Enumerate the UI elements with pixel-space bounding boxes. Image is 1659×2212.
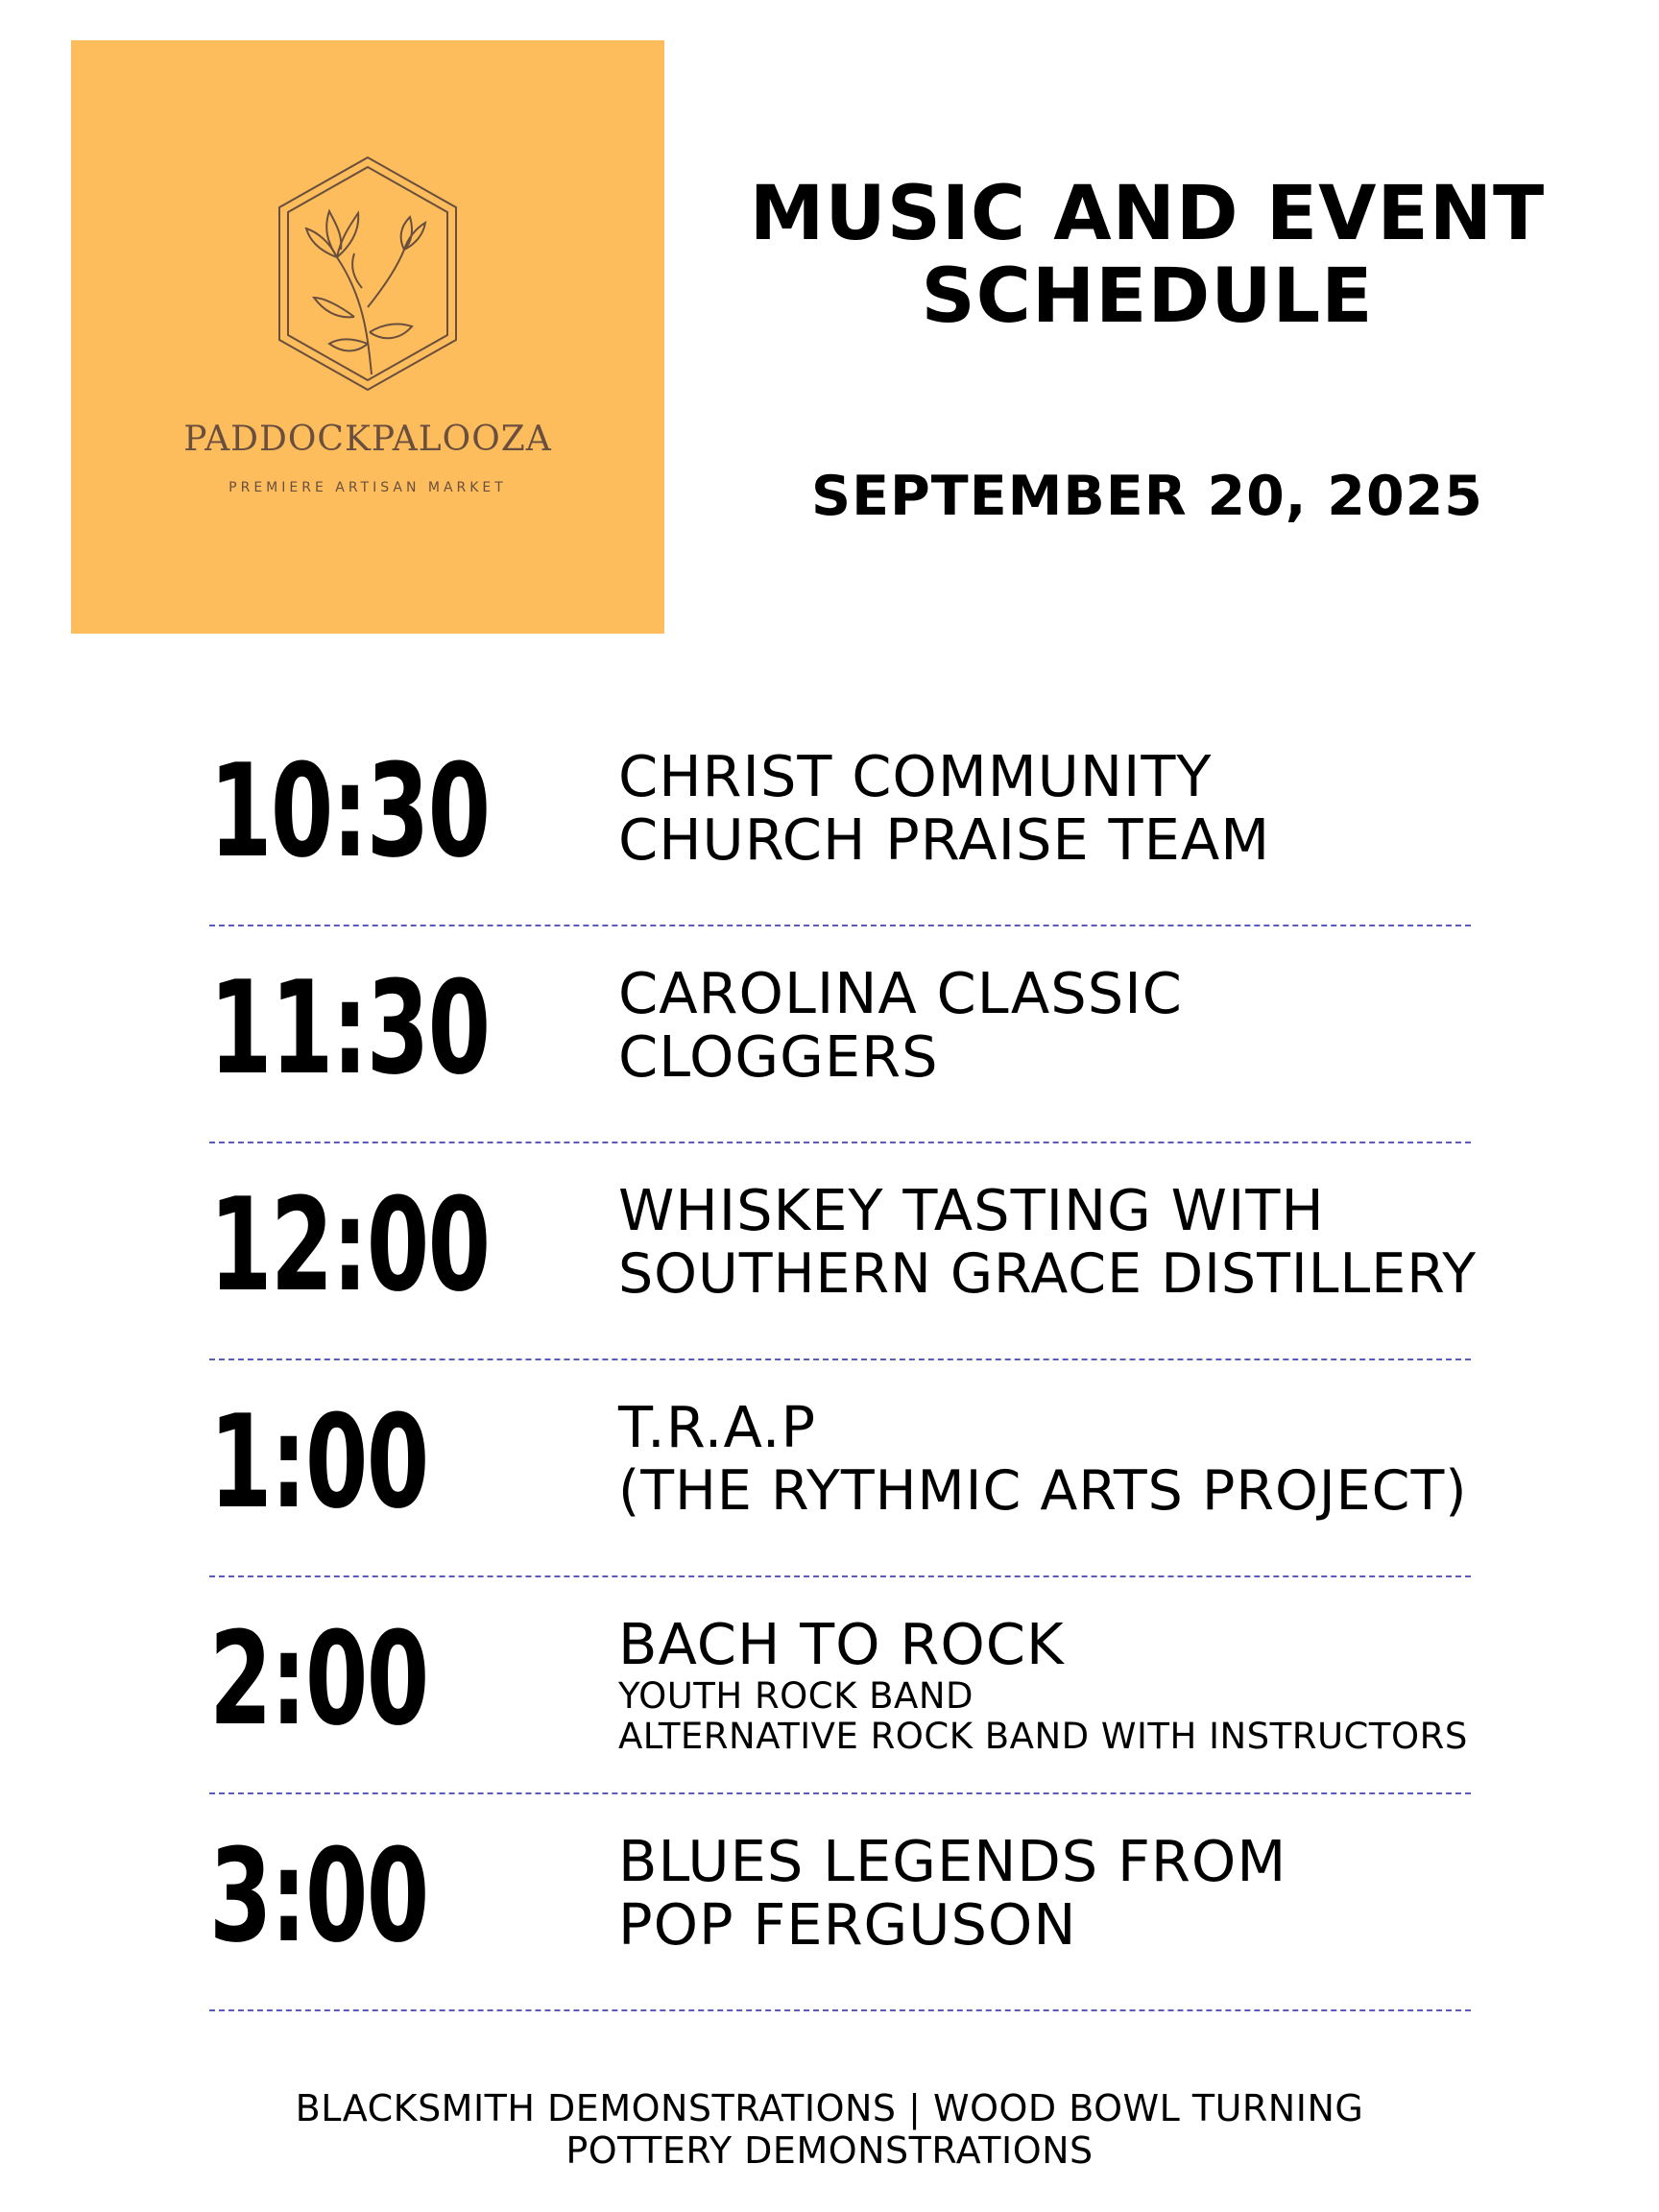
schedule-time: 11:30 (209, 953, 490, 1103)
event-line-1: CAROLINA CLASSIC (618, 960, 1183, 1026)
schedule-event (618, 1830, 1659, 1957)
schedule-event (618, 1613, 1659, 1757)
divider (209, 1575, 1471, 1577)
flower-hexagon-icon (276, 154, 460, 394)
event-line-2: (THE RYTHMIC ARTS PROJECT) (618, 1459, 1468, 1523)
event-line-1: BACH TO ROCK (618, 1611, 1065, 1677)
event-line-2: CHURCH PRAISE TEAM (618, 806, 1271, 873)
schedule-time: 10:30 (209, 736, 490, 886)
event-line-1: BLUES LEGENDS FROM (618, 1828, 1287, 1894)
footer-notes (0, 2087, 1659, 2172)
event-line-1: CHRIST COMMUNITY (618, 743, 1213, 809)
event-line-1: T.R.A.P (618, 1394, 817, 1460)
footer-line-2: POTTERY DEMONSTRATIONS (565, 2129, 1094, 2172)
divider (209, 1792, 1471, 1794)
schedule-row (0, 1381, 1659, 1598)
schedule-time: 2:00 (209, 1604, 428, 1754)
logo (71, 40, 664, 634)
event-subline-1: YOUTH ROCK BAND (618, 1675, 974, 1717)
schedule-row (0, 1598, 1659, 1815)
footer-line-1: BLACKSMITH DEMONSTRATIONS | WOOD BOWL TURNING (295, 2087, 1364, 2129)
divider (209, 925, 1471, 926)
schedule-row (0, 1164, 1659, 1381)
schedule-row (0, 1815, 1659, 2032)
event-line-2: SOUTHERN GRACE DISTILLERY (618, 1242, 1478, 1306)
schedule-row (0, 947, 1659, 1164)
title-line-2: SCHEDULE (921, 253, 1374, 340)
event-line-1: WHISKEY TASTING WITH (618, 1177, 1325, 1243)
event-subline-2: ALTERNATIVE ROCK BAND WITH INSTRUCTORS (618, 1716, 1468, 1757)
schedule-event (618, 745, 1659, 872)
event-line-2: CLOGGERS (618, 1023, 939, 1090)
schedule-time: 1:00 (209, 1387, 428, 1537)
title-line-1: MUSIC AND EVENT (749, 171, 1546, 257)
schedule-row (0, 730, 1659, 947)
schedule-event (618, 1179, 1659, 1306)
divider (209, 2009, 1471, 2011)
logo-name: PADDOCKPALOOZA (183, 420, 552, 459)
logo-tagline: PREMIERE ARTISAN MARKET (228, 480, 507, 495)
page-title (691, 173, 1603, 338)
schedule-event (618, 962, 1659, 1089)
schedule-event (618, 1396, 1659, 1523)
event-line-2: POP FERGUSON (618, 1891, 1077, 1958)
divider (209, 1142, 1471, 1143)
divider (209, 1358, 1471, 1360)
schedule-time: 3:00 (209, 1821, 428, 1971)
schedule-time: 12:00 (209, 1170, 490, 1320)
event-date: SEPTEMBER 20, 2025 (811, 465, 1483, 528)
